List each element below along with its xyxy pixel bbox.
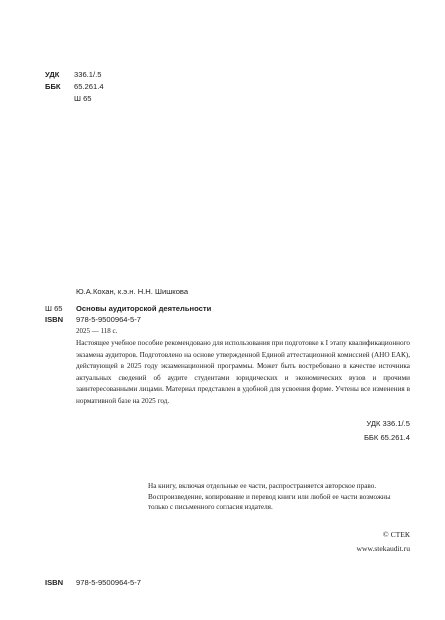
description-text: Настоящее учебное пособие рекомендовано для использования при подготовке к I этапу квалификационного экзамена аудиторов. Подготовлено на основе утвержденной Единой аттестационной комиссией (АНО ЕАК), действующей в 2025 году экзаменационной программы. Может быть востребовано в качестве источника актуальных сведений об аудите студентами юридических и экономических вузов и прочими заинтересованными лицами. Материал представлен в удобной для усвоения форме. Учтены все изменения в нормативной базе на 2025 год. — [76, 339, 410, 405]
isbn-label: ISBN — [45, 315, 64, 324]
bbk-value: 65.261.4 — [74, 82, 104, 91]
publisher-copyright: © СТЕК — [382, 530, 410, 539]
book-title: Основы аудиторской деятельности — [76, 304, 212, 313]
footer-isbn-label: ISBN — [45, 578, 64, 587]
isbn-value: 978-5-9500964-5-7 — [76, 315, 142, 324]
footer-isbn-value: 978-5-9500964-5-7 — [76, 578, 142, 587]
record-mark: Ш 65 — [45, 304, 63, 313]
udk-right: УДК 336.1/.5 — [366, 419, 410, 428]
book-description — [76, 338, 410, 408]
publisher-website: www.stekaudit.ru — [356, 544, 410, 553]
bbk-label: ББК — [45, 82, 61, 91]
copyright-notice-text: На книгу, включая отдельные ее части, распространяется авторское право. Воспроизведение, копирование и перевод книги или любой ее части возможны только с письменного согласия издателя. — [148, 482, 391, 511]
copyright-notice — [148, 481, 410, 513]
classification-block — [45, 70, 165, 106]
authors: Ю.А.Кохан, к.э.н. Н.Н. Шишкова — [76, 287, 189, 296]
udk-value: 336.1/.5 — [74, 70, 102, 79]
bbk-right: ББК 65.261.4 — [363, 433, 410, 442]
udk-label: УДК — [45, 70, 60, 79]
author-mark: Ш 65 — [74, 94, 92, 103]
year-pages: 2025 — 118 с. — [76, 327, 118, 335]
